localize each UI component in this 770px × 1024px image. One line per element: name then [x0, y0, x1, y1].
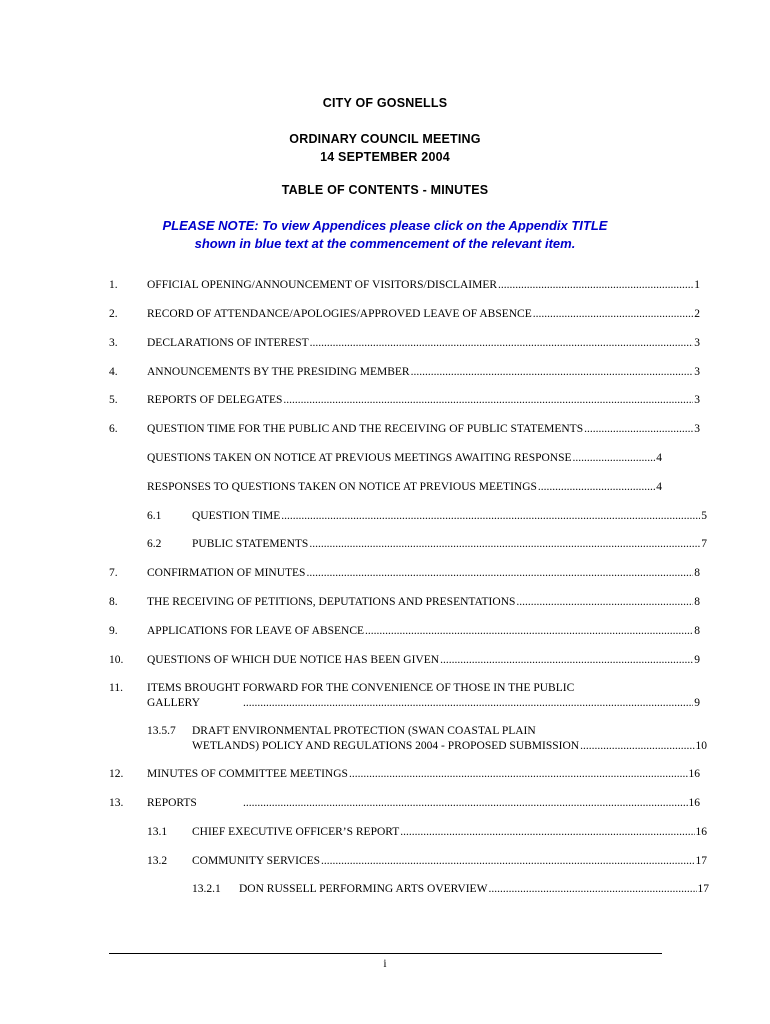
dot-leader [488, 882, 696, 896]
toc-page: 1 [694, 279, 700, 291]
toc-page: 10 [695, 740, 707, 752]
dot-leader [533, 307, 693, 321]
toc-page: 8 [694, 596, 700, 608]
dot-leader [538, 480, 655, 494]
toc-title: CHIEF EXECUTIVE OFFICER’S REPORT [192, 826, 400, 838]
footer-divider [109, 953, 662, 954]
toc-entry-13-5-7[interactable] [147, 724, 707, 754]
toc-page: 4 [656, 481, 662, 493]
toc-page: 8 [694, 567, 700, 579]
toc-title: QUESTIONS TAKEN ON NOTICE AT PREVIOUS MEETINGS AWAITING RESPONSE [147, 452, 572, 464]
toc-number: 2. [109, 308, 118, 320]
dot-leader [498, 278, 693, 292]
dot-leader [365, 624, 693, 638]
dot-leader [400, 825, 694, 839]
toc-number: 13.5.7 [147, 725, 176, 737]
dot-leader [309, 537, 700, 551]
toc-number: 10. [109, 654, 124, 666]
toc-title: CONFIRMATION OF MINUTES [147, 567, 306, 579]
toc-title: COMMUNITY SERVICES [192, 855, 321, 867]
meeting-title: ORDINARY COUNCIL MEETING [289, 132, 481, 146]
toc-title: MINUTES OF COMMITTEE MEETINGS [147, 768, 348, 780]
toc-page: 16 [688, 797, 700, 809]
toc-number: 12. [109, 768, 124, 780]
dot-leader [411, 365, 694, 379]
toc-page: 3 [694, 423, 700, 435]
dot-leader [349, 767, 688, 781]
toc-page: 7 [701, 538, 707, 550]
toc-number: 7. [109, 567, 118, 579]
city-title: CITY OF GOSNELLS [322, 96, 448, 110]
toc-title: QUESTION TIME [192, 510, 281, 522]
toc-number: 6.1 [147, 510, 162, 522]
toc-number: 8. [109, 596, 118, 608]
toc-page: 2 [694, 308, 700, 320]
dot-leader [573, 451, 656, 465]
toc-number: 4. [109, 366, 118, 378]
toc-page: 8 [694, 625, 700, 637]
toc-title: QUESTION TIME FOR THE PUBLIC AND THE RECEIVING OF PUBLIC STATEMENTS [147, 423, 584, 435]
dot-leader [516, 595, 693, 609]
toc-number: 3. [109, 337, 118, 349]
toc-number: 13.2.1 [192, 883, 221, 895]
toc-number: 13.1 [147, 826, 168, 838]
dot-leader [580, 739, 694, 753]
toc-title: THE RECEIVING OF PETITIONS, DEPUTATIONS AND PRESENTATIONS [147, 596, 516, 608]
dot-leader [306, 566, 693, 580]
toc-page: 16 [695, 826, 707, 838]
toc-title: PUBLIC STATEMENTS [192, 538, 309, 550]
dot-leader [321, 854, 694, 868]
toc-title: RESPONSES TO QUESTIONS TAKEN ON NOTICE AT PREVIOUS MEETINGS [147, 481, 537, 493]
toc-number: 13.2 [147, 855, 168, 867]
toc-page: 17 [695, 855, 707, 867]
toc-page: 3 [694, 394, 700, 406]
toc-title: RECORD OF ATTENDANCE/APOLOGIES/APPROVED LEAVE OF ABSENCE [147, 308, 532, 320]
toc-title: DRAFT ENVIRONMENTAL PROTECTION (SWAN COASTAL PLAIN [192, 725, 536, 737]
toc-page: 9 [694, 697, 700, 709]
dot-leader [283, 393, 693, 407]
toc-number: 9. [109, 625, 118, 637]
toc-number: 13. [109, 797, 124, 809]
toc-page: 3 [694, 366, 700, 378]
toc-title: ANNOUNCEMENTS BY THE PRESIDING MEMBER [147, 366, 410, 378]
toc-number: 11. [109, 682, 123, 694]
toc-page: 16 [688, 768, 700, 780]
dot-leader [243, 796, 688, 810]
toc-page: 5 [701, 510, 707, 522]
dot-leader [584, 422, 693, 436]
appendix-note-line2: shown in blue text at the commencement of the relevant item. [194, 236, 576, 251]
toc-page: 9 [694, 654, 700, 666]
toc-page: 4 [656, 452, 662, 464]
toc-title: DON RUSSELL PERFORMING ARTS OVERVIEW [239, 883, 488, 895]
toc-number: 5. [109, 394, 118, 406]
toc-title: QUESTIONS OF WHICH DUE NOTICE HAS BEEN GIVEN [147, 654, 440, 666]
toc-title: APPLICATIONS FOR LEAVE OF ABSENCE [147, 625, 365, 637]
toc-number: 1. [109, 279, 118, 291]
toc-title: ITEMS BROUGHT FORWARD FOR THE CONVENIENCE OF THOSE IN THE PUBLIC [147, 682, 575, 694]
meeting-date: 14 SEPTEMBER 2004 [320, 150, 450, 164]
toc-number: 6.2 [147, 538, 162, 550]
toc-title-continued: GALLERY [147, 697, 201, 709]
toc-title: OFFICIAL OPENING/ANNOUNCEMENT OF VISITORS/DISCLAIMER [147, 279, 498, 291]
toc-title: DECLARATIONS OF INTEREST [147, 337, 309, 349]
appendix-note-line1: PLEASE NOTE: To view Appendices please click on the Appendix TITLE [162, 218, 608, 233]
toc-title: REPORTS OF DELEGATES [147, 394, 283, 406]
dot-leader [243, 696, 693, 710]
toc-entry-11[interactable] [109, 681, 700, 711]
toc-title: TABLE OF CONTENTS - MINUTES [281, 183, 489, 197]
page-number: i [383, 958, 387, 970]
toc-title: REPORTS [147, 797, 197, 809]
dot-leader [310, 336, 694, 350]
toc-title-continued: WETLANDS) POLICY AND REGULATIONS 2004 - PROPOSED SUBMISSION [192, 740, 580, 752]
toc-number: 6. [109, 423, 118, 435]
dot-leader [440, 653, 693, 667]
toc-page: 17 [697, 883, 709, 895]
dot-leader [281, 509, 700, 523]
toc-page: 3 [694, 337, 700, 349]
